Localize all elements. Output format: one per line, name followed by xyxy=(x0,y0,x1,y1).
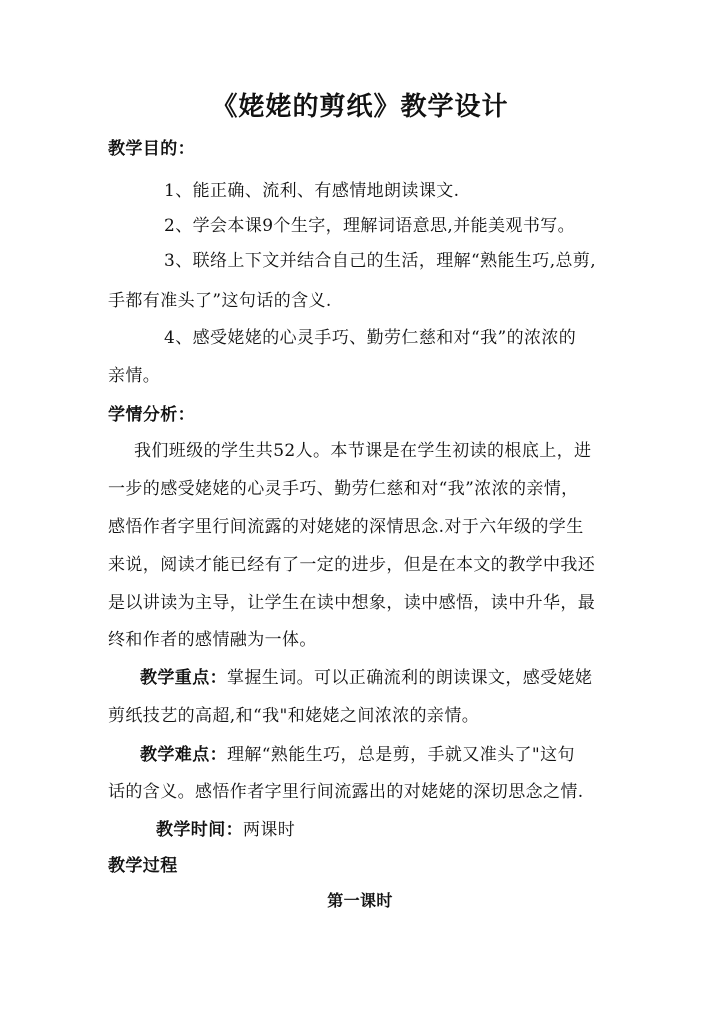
analysis-line-5: 是以讲读为主导，让学生在读中想象，读中感悟，读中升华，最 xyxy=(108,593,596,613)
objective-4-line-2: 亲情。 xyxy=(108,366,161,386)
objective-4-line-1: 4、感受姥姥的心灵手巧、勤劳仁慈和对“我”的浓浓的 xyxy=(164,328,577,348)
difficulty-line-1 xyxy=(140,740,575,765)
key-point-label: 教学重点： xyxy=(140,668,227,688)
difficulty-line-2: 话的含义。感悟作者字里行间流露出的对姥姥的深切思念之情. xyxy=(108,782,584,802)
objective-3-line-2: 手都有准头了”这句话的含义. xyxy=(108,291,332,311)
time-line xyxy=(156,815,295,840)
difficulty-text: 理解“熟能生巧，总是剪，手就又准头了"这句 xyxy=(227,745,575,765)
analysis-line-2: 一步的感受姥姥的心灵手巧、勤劳仁慈和对“我”浓浓的亲情， xyxy=(108,479,579,499)
objectives-heading: 教学目的： xyxy=(108,139,195,159)
difficulty-label: 教学难点： xyxy=(140,745,227,765)
process-heading: 教学过程 xyxy=(108,856,178,876)
objective-2: 2、学会本课9个生字，理解词语意思,并能美观书写。 xyxy=(164,216,576,236)
analysis-line-6: 终和作者的感情融为一体。 xyxy=(108,630,317,650)
analysis-line-3: 感悟作者字里行间流露的对姥姥的深情思念.对于六年级的学生 xyxy=(108,517,584,537)
analysis-line-4: 来说，阅读才能已经有了一定的进步，但是在本文的教学中我还 xyxy=(108,555,596,575)
key-point-text: 掌握生词。可以正确流利的朗读课文，感受姥姥 xyxy=(227,668,593,688)
analysis-line-1: 我们班级的学生共52人。本节课是在学生初读的根底上，进 xyxy=(134,441,592,461)
objective-1: 1、能正确、流利、有感情地朗读课文. xyxy=(164,181,460,201)
document-title: 《姥姥的剪纸》教学设计 xyxy=(211,92,509,122)
key-point-line-2: 剪纸技艺的高超,和“我"和姥姥之间浓浓的亲情。 xyxy=(108,706,480,726)
objective-3-line-1: 3、联络上下文并结合自己的生活，理解“熟能生巧,总剪, xyxy=(164,251,597,271)
lesson-heading: 第一课时 xyxy=(327,891,393,910)
analysis-heading: 学情分析： xyxy=(108,405,195,425)
time-label: 教学时间： xyxy=(156,820,243,840)
key-point-line-1 xyxy=(140,663,592,688)
time-value: 两课时 xyxy=(243,820,296,840)
